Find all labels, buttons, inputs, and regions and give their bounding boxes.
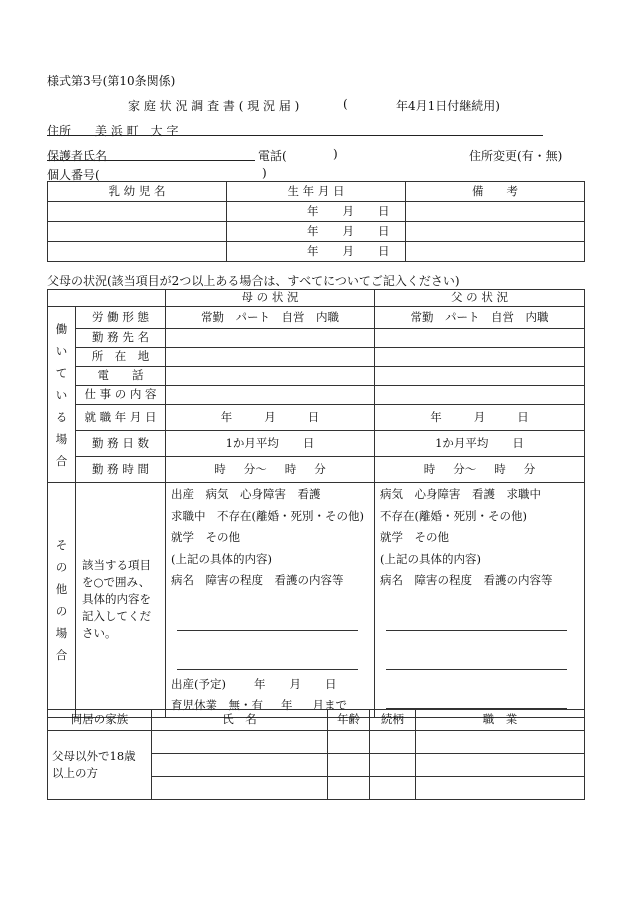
father-work-hours-cell[interactable]: 時 分〜 時 分: [375, 457, 585, 483]
phone-close: ): [333, 147, 338, 161]
mother-job-cell[interactable]: [166, 386, 375, 405]
family-age-cell[interactable]: [328, 754, 370, 777]
family-age-cell[interactable]: [328, 731, 370, 754]
personal-number-label: 個人番号(: [47, 168, 100, 182]
title-suffix: 年4月1日付継続用): [396, 99, 500, 113]
address-label: 住所: [47, 124, 72, 138]
family-occupation-header: 職 業: [416, 710, 585, 731]
father-location-cell[interactable]: [375, 348, 585, 367]
birthdate-header: 生 年 月 日: [227, 182, 406, 202]
family-occupation-cell[interactable]: [416, 777, 585, 800]
labor-type-label: 労 働 形 態: [76, 307, 166, 329]
birthdate-cell[interactable]: 年 月 日: [227, 242, 406, 262]
form-number: 様式第3号(第10条関係): [47, 74, 176, 88]
personal-number-close: ): [262, 166, 267, 180]
other-instruction: 該当する項目を○で囲み、具体的内容を記入してください。: [76, 483, 166, 718]
family-age-header: 年齢: [328, 710, 370, 731]
family-relation-cell[interactable]: [370, 777, 416, 800]
children-table: [47, 181, 585, 262]
working-label: 働 い て い る 場 合: [48, 307, 76, 483]
remarks-header: 備 考: [406, 182, 585, 202]
title-paren-open: (: [343, 97, 348, 111]
mother-header: 母 の 状 況: [166, 290, 375, 307]
guardian-underline[interactable]: [47, 160, 255, 161]
mother-start-date-cell[interactable]: 年 月 日: [166, 405, 375, 431]
father-phone-cell[interactable]: [375, 367, 585, 386]
mother-location-cell[interactable]: [166, 348, 375, 367]
family-name-cell[interactable]: [152, 777, 328, 800]
address-change[interactable]: 住所変更(有・無): [469, 149, 563, 163]
remarks-cell[interactable]: [406, 202, 585, 222]
start-date-label: 就 職 年 月 日: [76, 405, 166, 431]
family-name-cell[interactable]: [152, 731, 328, 754]
guardian-label: 保護者氏名: [47, 149, 108, 163]
family-header: 同居の家族: [48, 710, 152, 731]
other-label: そ の 他 の 場 合: [48, 483, 76, 718]
family-name-header: 氏 名: [152, 710, 328, 731]
phone-label: 電話(: [258, 149, 287, 163]
father-work-days-cell[interactable]: 1か月平均 日: [375, 431, 585, 457]
birthdate-cell[interactable]: 年 月 日: [227, 202, 406, 222]
mother-phone-cell[interactable]: [166, 367, 375, 386]
work-phone-label: 電 話: [76, 367, 166, 386]
mother-labor-options[interactable]: 常勤 パート 自営 内職: [166, 307, 375, 329]
mother-work-days-cell[interactable]: 1か月平均 日: [166, 431, 375, 457]
mother-work-hours-cell[interactable]: 時 分〜 時 分: [166, 457, 375, 483]
job-label: 仕 事 の 内 容: [76, 386, 166, 405]
child-name-cell[interactable]: [48, 222, 227, 242]
birthdate-cell[interactable]: 年 月 日: [227, 222, 406, 242]
family-name-cell[interactable]: [152, 754, 328, 777]
father-other-cell[interactable]: 病気 心身障害 看護 求職中 不存在(離婚・死別・その他) 就学 その他 (上記の具体的内容) 病名 障害の程度 看護の内容等: [375, 483, 585, 718]
remarks-cell[interactable]: [406, 242, 585, 262]
family-row-label: 父母以外で18歳以上の方: [48, 731, 152, 800]
family-table: [47, 709, 585, 800]
family-relation-cell[interactable]: [370, 731, 416, 754]
child-name-cell[interactable]: [48, 202, 227, 222]
workplace-label: 勤 務 先 名: [76, 329, 166, 348]
mother-other-cell[interactable]: 出産 病気 心身障害 看護 求職中 不存在(離婚・死別・その他) 就学 その他 (上記の具体的内容) 病名 障害の程度 看護の内容等 出産(予定) 年 月 日 育児休業 無・有 年 月まで: [166, 483, 375, 718]
family-occupation-cell[interactable]: [416, 754, 585, 777]
family-relation-cell[interactable]: [370, 754, 416, 777]
child-name-header: 乳 幼 児 名: [48, 182, 227, 202]
remarks-cell[interactable]: [406, 222, 585, 242]
form-title: 家 庭 状 況 調 査 書 ( 現 況 届 ): [128, 99, 300, 113]
parents-note: 父母の状況(該当項目が2つ以上ある場合は、すべてについてご記入ください): [47, 274, 460, 288]
address-underline: [47, 135, 543, 136]
work-hours-label: 勤 務 時 間: [76, 457, 166, 483]
family-relation-header: 続柄: [370, 710, 416, 731]
mother-workplace-cell[interactable]: [166, 329, 375, 348]
address-value[interactable]: 美 浜 町 大 字: [95, 124, 179, 138]
father-header: 父 の 状 況: [375, 290, 585, 307]
father-workplace-cell[interactable]: [375, 329, 585, 348]
child-name-cell[interactable]: [48, 242, 227, 262]
father-start-date-cell[interactable]: 年 月 日: [375, 405, 585, 431]
work-days-label: 勤 務 日 数: [76, 431, 166, 457]
location-label: 所 在 地: [76, 348, 166, 367]
parents-corner: [48, 290, 166, 307]
parents-table: [47, 289, 585, 718]
family-occupation-cell[interactable]: [416, 731, 585, 754]
father-labor-options[interactable]: 常勤 パート 自営 内職: [375, 307, 585, 329]
father-job-cell[interactable]: [375, 386, 585, 405]
family-age-cell[interactable]: [328, 777, 370, 800]
